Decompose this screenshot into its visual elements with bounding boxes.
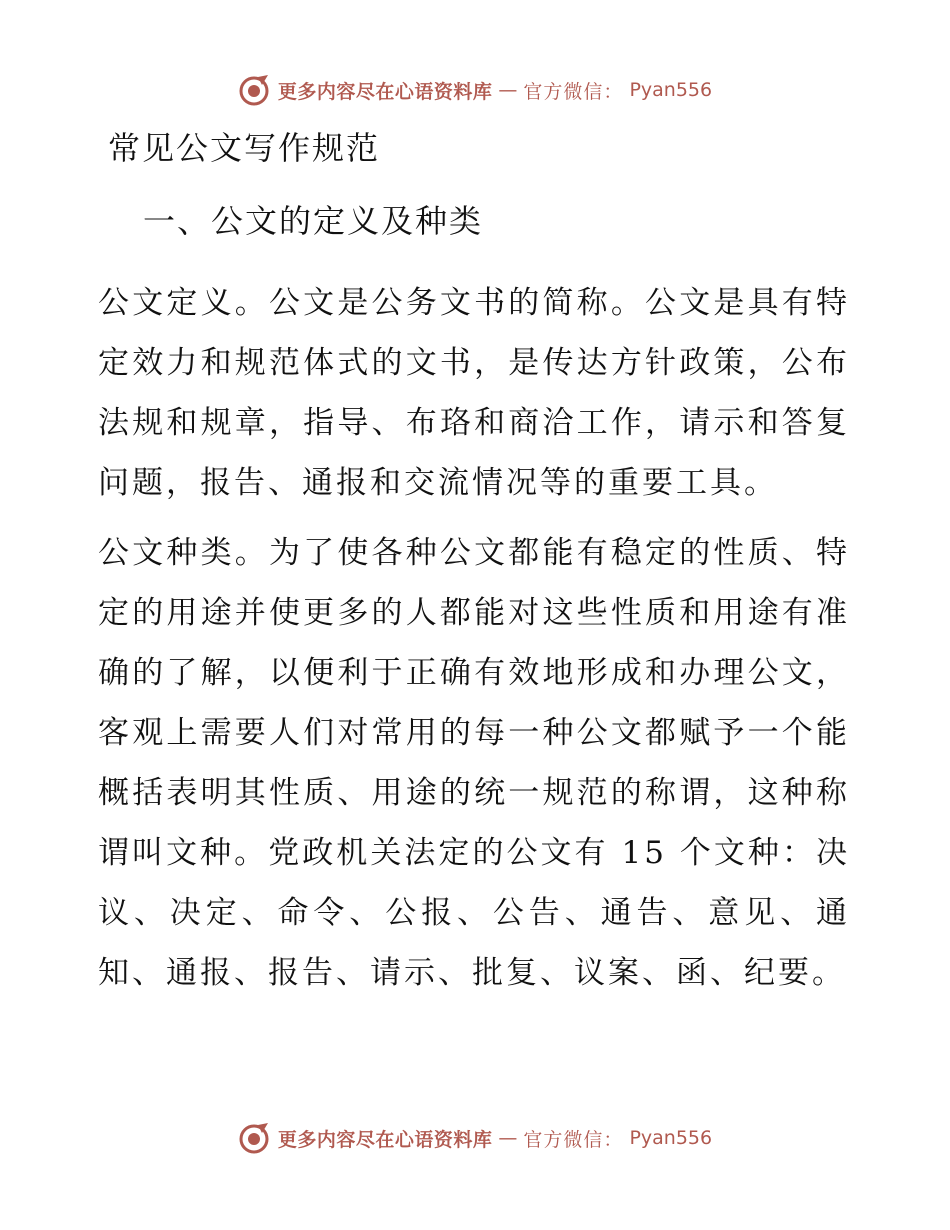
watermark-text: 更多内容尽在心语资料库 <box>277 1128 493 1151</box>
document-title: 常见公文写作规范 <box>108 129 381 167</box>
watermark-wechat-label: 官方微信： <box>523 80 624 103</box>
document-body <box>98 125 850 1003</box>
brush-logo-icon <box>238 1121 272 1155</box>
watermark-text: 更多内容尽在心语资料库 <box>277 80 493 103</box>
watermark-wechat-label: 官方微信： <box>523 1128 624 1151</box>
watermark-separator: — <box>498 1127 518 1149</box>
section-heading: 一、公文的定义及种类 <box>143 202 484 240</box>
paragraph-types: 公文种类。为了使各种公文都能有稳定的性质、特定的用途并使更多的人都能对这些性质和用途有准确的了解，以便利于正确有效地形成和办理公文，客观上需要人们对常用的每一种公文都赋予一个能概括表明其性质、用途的统一规范的称谓，这种称谓叫文种。党政机关法定的公文有 15 个文种：决议、决定、命令、公报、公告、通告、意见、通知、通报、报告、请示、批复、议案、函、纪要。 <box>98 535 850 991</box>
watermark-wechat-id: Pyan556 <box>629 79 713 101</box>
watermark-wechat-id: Pyan556 <box>629 1127 713 1149</box>
watermark-header <box>0 70 950 110</box>
watermark-separator: — <box>498 79 518 101</box>
paragraph-definition: 公文定义。公文是公务文书的简称。公文是具有特定效力和规范体式的文书，是传达方针政策，公布法规和规章，指导、布珞和商洽工作，请示和答复问题，报告、通报和交流情况等的重要工具。 <box>98 285 850 501</box>
brush-logo-icon <box>238 73 272 107</box>
watermark-footer <box>0 1118 950 1158</box>
